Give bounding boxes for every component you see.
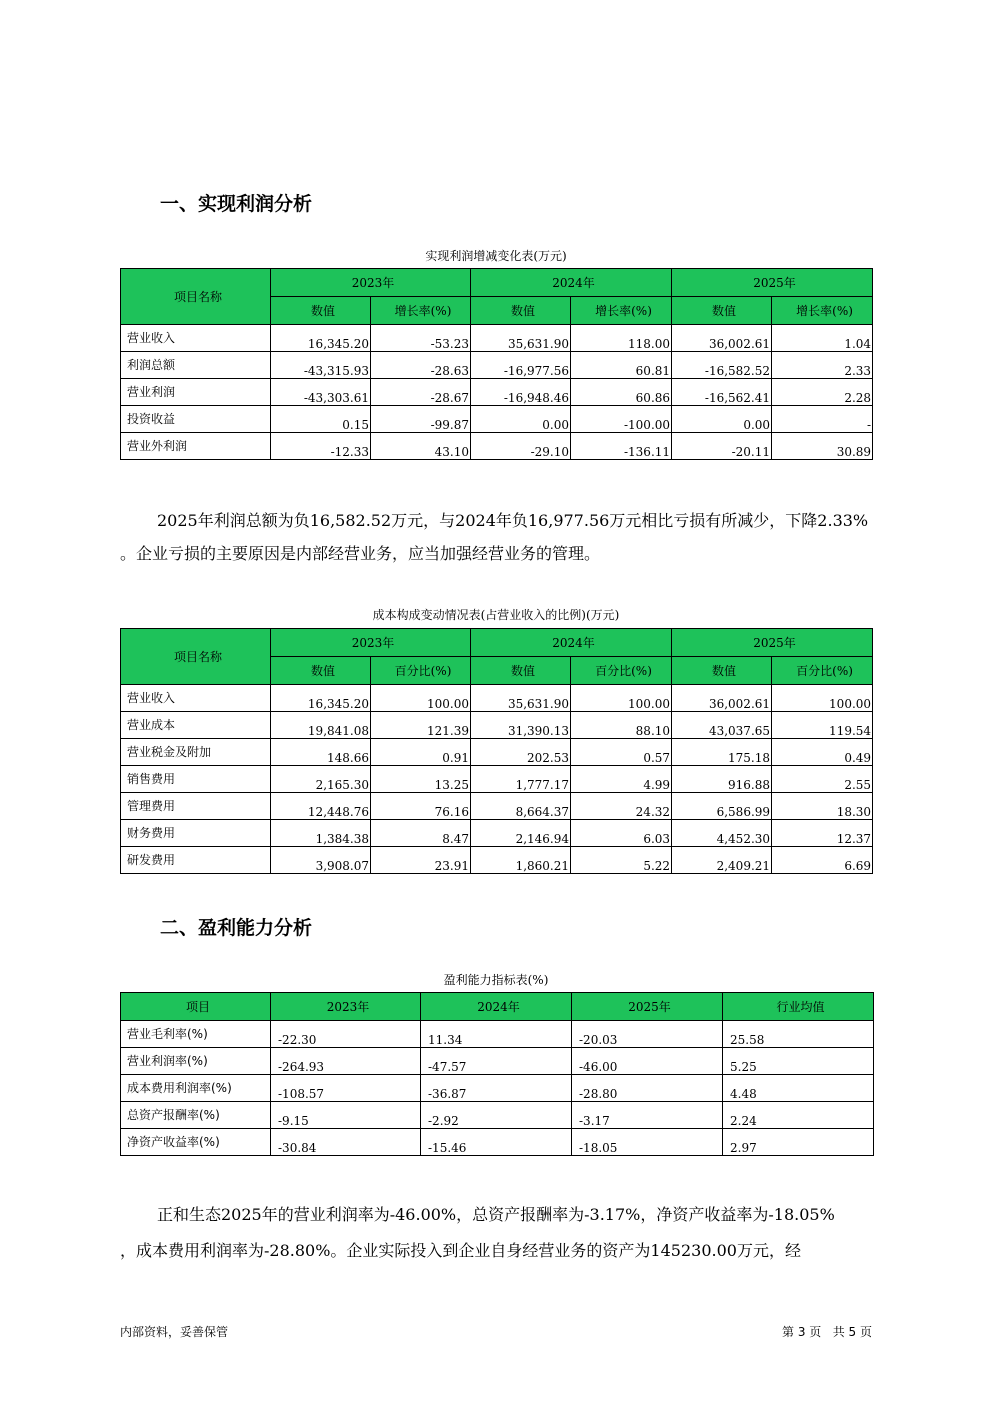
header-item-name: 项目名称 <box>121 629 271 685</box>
table-cell: -12.33 <box>271 433 371 460</box>
table-cell: 5.25 <box>723 1048 874 1075</box>
table-cell: 1,860.21 <box>471 847 571 874</box>
profit-change-table <box>120 268 873 460</box>
table-cell: 118.00 <box>571 325 672 352</box>
table-cell: -46.00 <box>572 1048 723 1075</box>
header-year-2025: 2025年 <box>572 993 723 1021</box>
table-cell: -16,562.41 <box>672 379 772 406</box>
header-growth-rate: 增长率(%) <box>571 297 672 325</box>
table-cell: -3.17 <box>572 1102 723 1129</box>
table-row <box>121 820 873 847</box>
row-label: 财务费用 <box>121 820 271 847</box>
table-cell: 36,002.61 <box>672 325 772 352</box>
table-cell: 100.00 <box>772 685 873 712</box>
header-value: 数值 <box>271 297 371 325</box>
table-cell: 1.04 <box>772 325 873 352</box>
footer-confidential-note: 内部资料，妥善保管 <box>120 1325 229 1339</box>
table-cell: -28.63 <box>371 352 471 379</box>
table-cell: -16,582.52 <box>672 352 772 379</box>
footer-page-number: 第 3 页 共 5 页 <box>782 1325 872 1339</box>
table-cell: 35,631.90 <box>471 325 571 352</box>
table-cell: -36.87 <box>421 1075 572 1102</box>
table-cell: 16,345.20 <box>271 325 371 352</box>
table-cell: 36,002.61 <box>672 685 772 712</box>
profitability-summary-line-2: ，成本费用利润率为-28.80%。企业实际投入到企业自身经营业务的资产为145230.00万元，经 <box>120 1241 801 1260</box>
table-cell: 1,777.17 <box>471 766 571 793</box>
table-row <box>121 847 873 874</box>
header-growth-rate: 增长率(%) <box>772 297 873 325</box>
table-cell: -100.00 <box>571 406 672 433</box>
table-cell: -9.15 <box>271 1102 421 1129</box>
table-cell: 24.32 <box>571 793 672 820</box>
header-industry-average: 行业均值 <box>723 993 874 1021</box>
table-cell: 6.03 <box>571 820 672 847</box>
header-value: 数值 <box>471 297 571 325</box>
section-title-profitability-analysis: 二、盈利能力分析 <box>160 917 313 939</box>
table-cell: 0.57 <box>571 739 672 766</box>
profit-summary-line-2: 。企业亏损的主要原因是内部经营业务，应当加强经营业务的管理。 <box>120 544 601 563</box>
table-cell: 18.30 <box>772 793 873 820</box>
table-cell: 23.91 <box>371 847 471 874</box>
table-cell: 119.54 <box>772 712 873 739</box>
table-cell: 100.00 <box>371 685 471 712</box>
table-cell: 4.48 <box>723 1075 874 1102</box>
table-cell: -18.05 <box>572 1129 723 1156</box>
table-cell: 2.97 <box>723 1129 874 1156</box>
table-cell: 76.16 <box>371 793 471 820</box>
table-cell: 5.22 <box>571 847 672 874</box>
table-row <box>121 1048 874 1075</box>
table-cell: 60.86 <box>571 379 672 406</box>
table-cell: -108.57 <box>271 1075 421 1102</box>
table-cell: 16,345.20 <box>271 685 371 712</box>
table-cell: 30.89 <box>772 433 873 460</box>
header-value: 数值 <box>471 657 571 685</box>
table-caption-profit-change: 实现利润增减变化表(万元) <box>425 249 567 263</box>
table-cell: 25.58 <box>723 1021 874 1048</box>
table-cell: 0.00 <box>672 406 772 433</box>
table-cell: 2.24 <box>723 1102 874 1129</box>
table-cell: 12,448.76 <box>271 793 371 820</box>
table-cell: 11.34 <box>421 1021 572 1048</box>
row-label: 营业成本 <box>121 712 271 739</box>
table-cell: 100.00 <box>571 685 672 712</box>
table-row <box>121 1075 874 1102</box>
table-cell: 2.28 <box>772 379 873 406</box>
row-label: 利润总额 <box>121 352 271 379</box>
header-year-2024: 2024年 <box>471 629 672 657</box>
table-cell: 4,452.30 <box>672 820 772 847</box>
header-year-2024: 2024年 <box>421 993 572 1021</box>
table-cell: 12.37 <box>772 820 873 847</box>
header-percent: 百分比(%) <box>772 657 873 685</box>
table-cell: -20.11 <box>672 433 772 460</box>
table-row <box>121 352 873 379</box>
table-cell: -16,977.56 <box>471 352 571 379</box>
table-row <box>121 379 873 406</box>
row-label: 营业毛利率(%) <box>121 1021 271 1048</box>
table-cell: 148.66 <box>271 739 371 766</box>
row-label: 总资产报酬率(%) <box>121 1102 271 1129</box>
section-title-profit-analysis: 一、实现利润分析 <box>160 193 313 215</box>
table-row <box>121 1102 874 1129</box>
table-cell: 0.91 <box>371 739 471 766</box>
table-row <box>121 766 873 793</box>
header-value: 数值 <box>271 657 371 685</box>
row-label: 管理费用 <box>121 793 271 820</box>
table-cell: 121.39 <box>371 712 471 739</box>
table-cell: -28.80 <box>572 1075 723 1102</box>
table-cell: -29.10 <box>471 433 571 460</box>
table-cell: 6.69 <box>772 847 873 874</box>
header-item: 项目 <box>121 993 271 1021</box>
cost-structure-table <box>120 628 873 874</box>
table-row <box>121 793 873 820</box>
header-year-2023: 2023年 <box>271 629 471 657</box>
table-cell: -20.03 <box>572 1021 723 1048</box>
table-cell: 60.81 <box>571 352 672 379</box>
row-label: 成本费用利润率(%) <box>121 1075 271 1102</box>
table-cell: 43,037.65 <box>672 712 772 739</box>
table-cell: 2.33 <box>772 352 873 379</box>
table-row <box>121 433 873 460</box>
table-cell: -43,315.93 <box>271 352 371 379</box>
table-cell: -2.92 <box>421 1102 572 1129</box>
table-cell: 3,908.07 <box>271 847 371 874</box>
header-year-2024: 2024年 <box>471 269 672 297</box>
table-cell: 13.25 <box>371 766 471 793</box>
table-cell: -264.93 <box>271 1048 421 1075</box>
table-cell: 2,146.94 <box>471 820 571 847</box>
header-value: 数值 <box>672 657 772 685</box>
profitability-indicators-table <box>120 992 874 1156</box>
table-row <box>121 712 873 739</box>
table-cell: 19,841.08 <box>271 712 371 739</box>
header-percent: 百分比(%) <box>371 657 471 685</box>
table-cell: 2,165.30 <box>271 766 371 793</box>
table-cell: -28.67 <box>371 379 471 406</box>
table-cell: 35,631.90 <box>471 685 571 712</box>
table-cell: 6,586.99 <box>672 793 772 820</box>
profit-summary-line-1: 2025年利润总额为负16,582.52万元，与2024年负16,977.56万元相比亏损有所减少，下降2.33% <box>157 511 869 530</box>
table-cell: 916.88 <box>672 766 772 793</box>
row-label: 营业税金及附加 <box>121 739 271 766</box>
row-label: 投资收益 <box>121 406 271 433</box>
table-cell: -136.11 <box>571 433 672 460</box>
table-row <box>121 1129 874 1156</box>
header-year-2025: 2025年 <box>672 269 873 297</box>
table-cell: 8,664.37 <box>471 793 571 820</box>
table-cell: 202.53 <box>471 739 571 766</box>
table-cell: 2,409.21 <box>672 847 772 874</box>
row-label: 营业外利润 <box>121 433 271 460</box>
profitability-summary-line-1: 正和生态2025年的营业利润率为-46.00%，总资产报酬率为-3.17%，净资产收益率为-18.05% <box>157 1205 835 1224</box>
header-year-2023: 2023年 <box>271 993 421 1021</box>
row-label: 营业收入 <box>121 685 271 712</box>
row-label: 营业利润率(%) <box>121 1048 271 1075</box>
header-growth-rate: 增长率(%) <box>371 297 471 325</box>
table-cell: -16,948.46 <box>471 379 571 406</box>
header-value: 数值 <box>672 297 772 325</box>
table-caption-profitability-indicators: 盈利能力指标表(%) <box>443 973 549 987</box>
header-year-2025: 2025年 <box>672 629 873 657</box>
table-row <box>121 325 873 352</box>
table-cell: - <box>772 406 873 433</box>
row-label: 净资产收益率(%) <box>121 1129 271 1156</box>
table-cell: 0.00 <box>471 406 571 433</box>
header-item-name: 项目名称 <box>121 269 271 325</box>
table-cell: 4.99 <box>571 766 672 793</box>
table-cell: -22.30 <box>271 1021 421 1048</box>
table-row <box>121 685 873 712</box>
row-label: 营业利润 <box>121 379 271 406</box>
table-cell: -99.87 <box>371 406 471 433</box>
row-label: 销售费用 <box>121 766 271 793</box>
table-cell: 8.47 <box>371 820 471 847</box>
table-caption-cost-structure: 成本构成变动情况表(占营业收入的比例)(万元) <box>372 608 620 622</box>
header-year-2023: 2023年 <box>271 269 471 297</box>
table-cell: 1,384.38 <box>271 820 371 847</box>
row-label: 研发费用 <box>121 847 271 874</box>
row-label: 营业收入 <box>121 325 271 352</box>
table-cell: -43,303.61 <box>271 379 371 406</box>
table-row <box>121 739 873 766</box>
table-cell: 88.10 <box>571 712 672 739</box>
table-cell: -53.23 <box>371 325 471 352</box>
table-cell: -30.84 <box>271 1129 421 1156</box>
header-percent: 百分比(%) <box>571 657 672 685</box>
table-cell: 0.15 <box>271 406 371 433</box>
table-cell: 31,390.13 <box>471 712 571 739</box>
table-cell: -15.46 <box>421 1129 572 1156</box>
table-cell: 43.10 <box>371 433 471 460</box>
table-row <box>121 1021 874 1048</box>
table-cell: 2.55 <box>772 766 873 793</box>
table-row <box>121 406 873 433</box>
table-cell: 175.18 <box>672 739 772 766</box>
table-cell: -47.57 <box>421 1048 572 1075</box>
table-cell: 0.49 <box>772 739 873 766</box>
